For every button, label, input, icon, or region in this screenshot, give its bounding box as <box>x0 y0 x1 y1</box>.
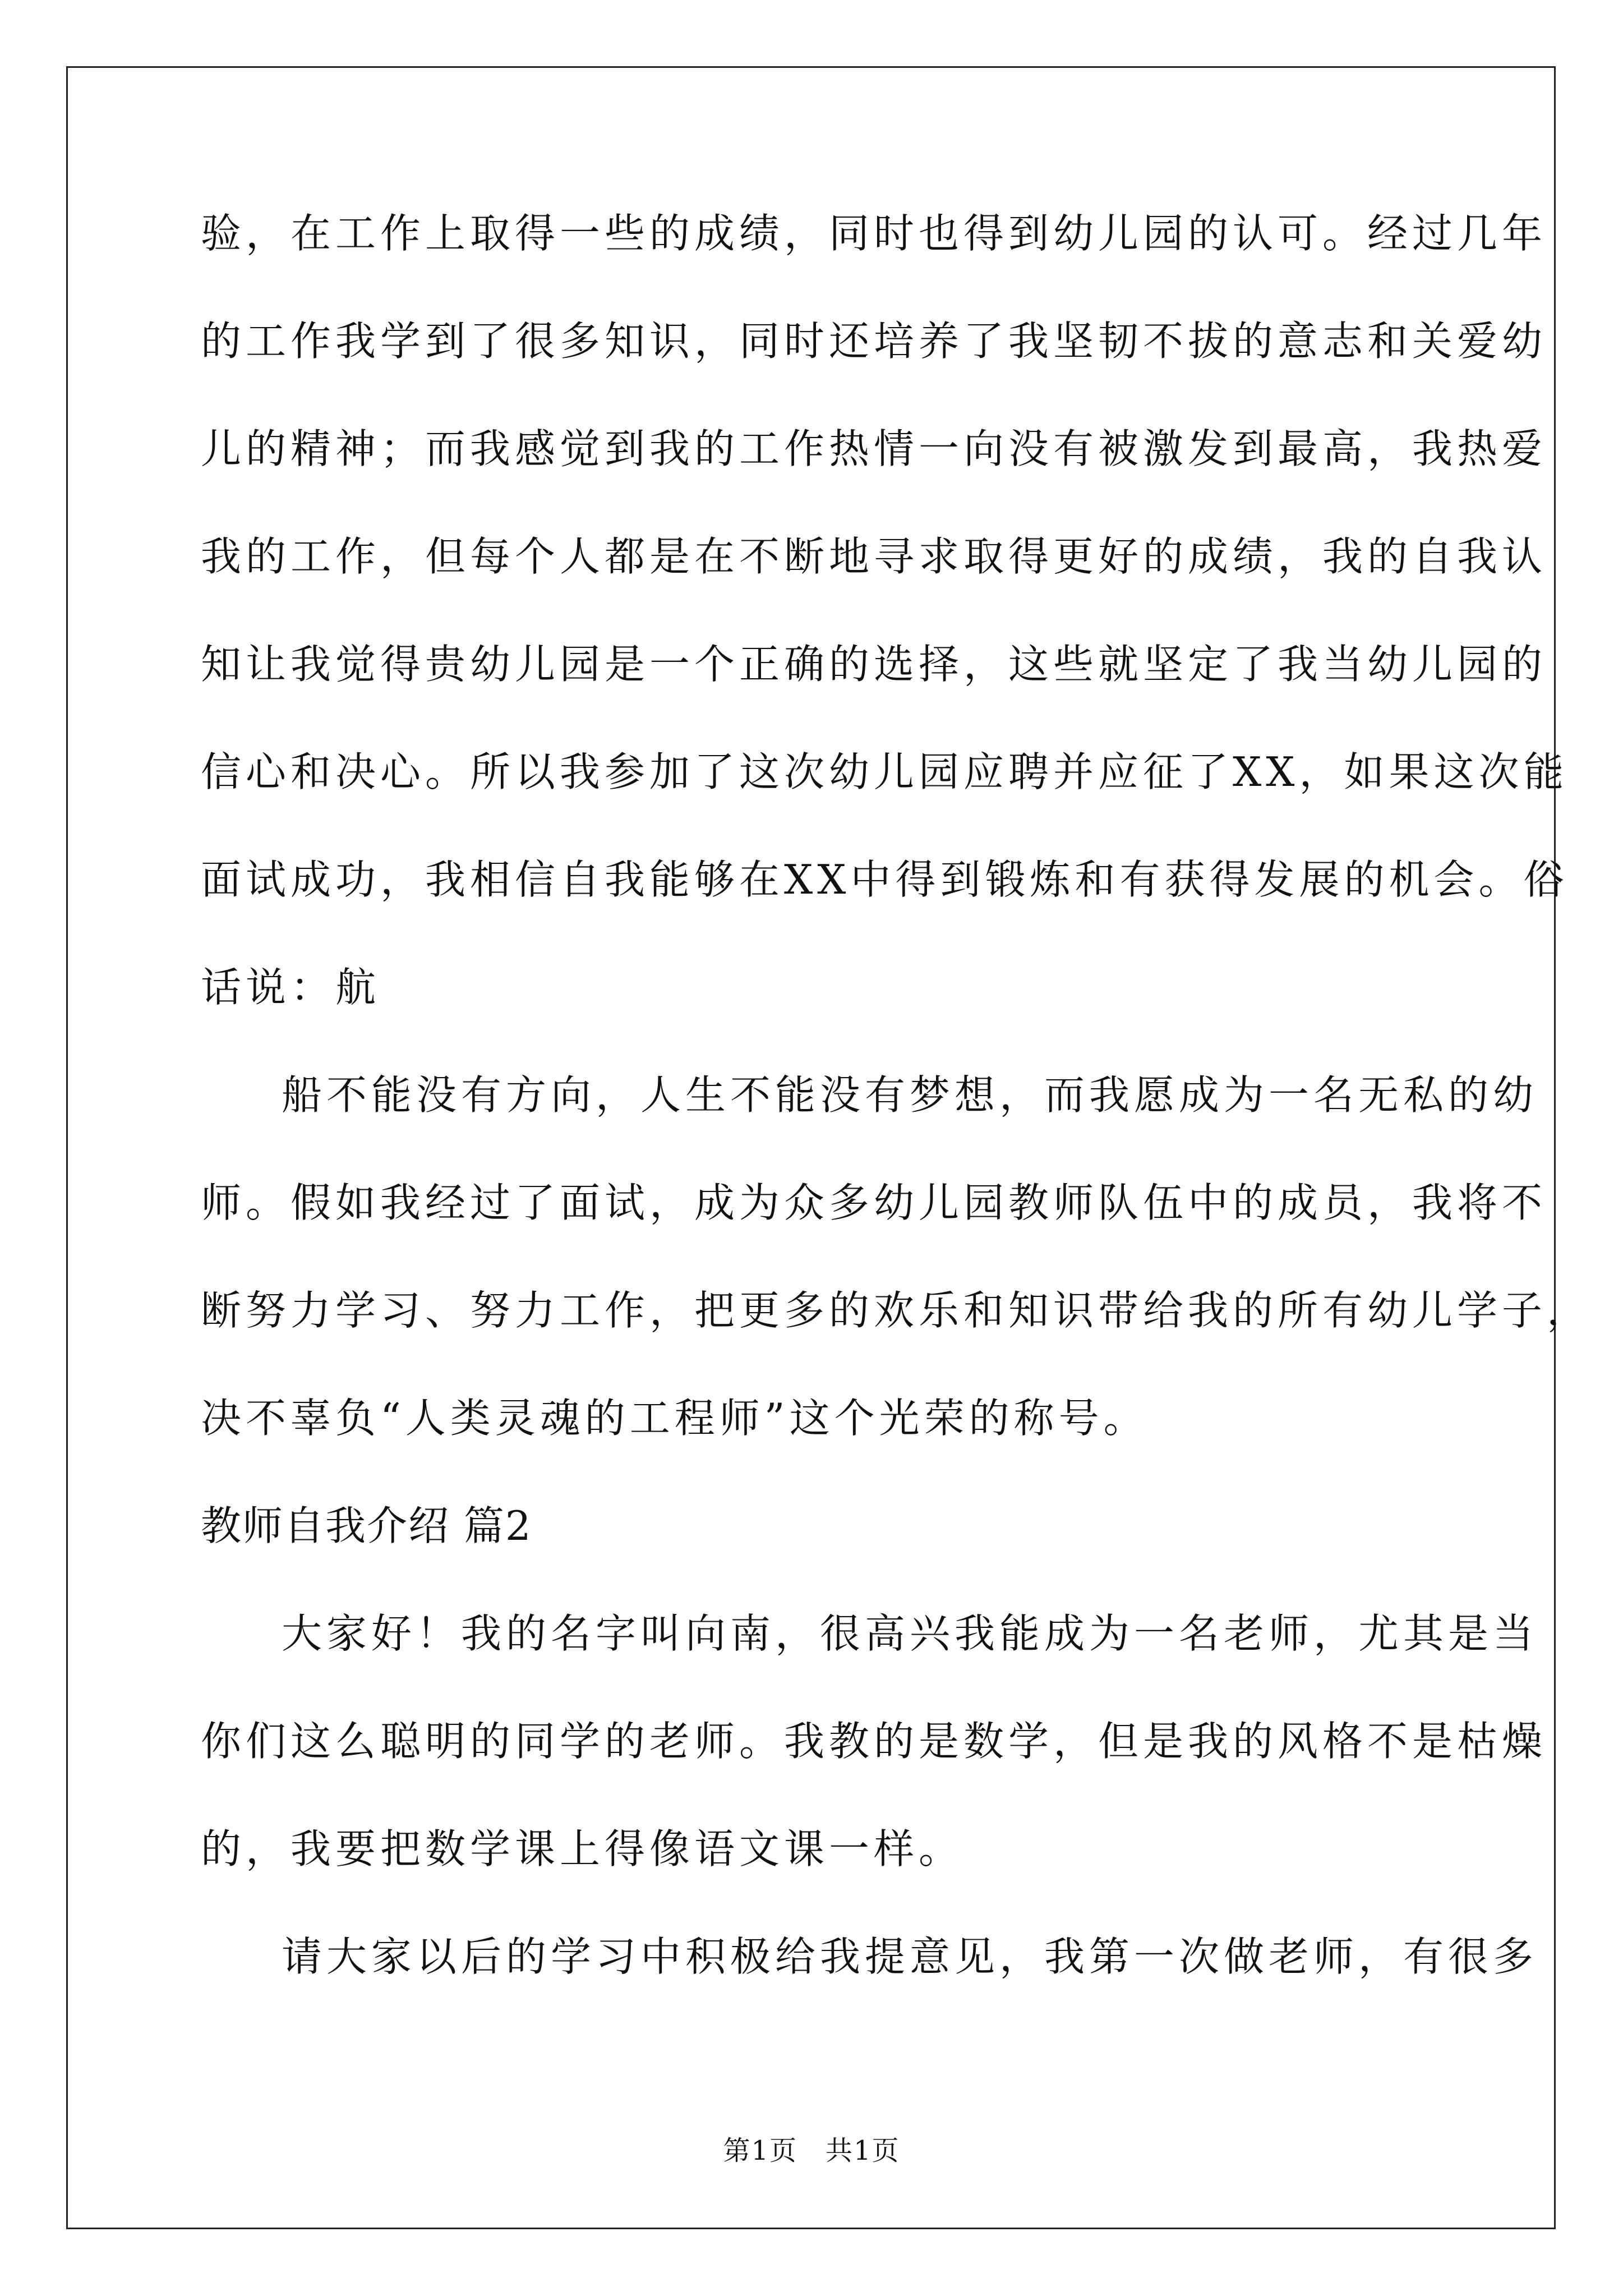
paragraph-first-line: 请大家以后的学习中积极给我提意见，我第一次做老师，有很多 <box>282 1933 1538 1980</box>
section-heading: 教师自我介绍 篇2 <box>201 1502 532 1549</box>
text-line: 断努力学习、努力工作，把更多的欢乐和知识带给我的所有幼儿学子， <box>201 1287 1592 1334</box>
text-line: 知让我觉得贵幼儿园是一个正确的选择，这些就坚定了我当幼儿园的 <box>201 641 1547 688</box>
text-line: 验，在工作上取得一些的成绩，同时也得到幼儿园的认可。经过几年 <box>201 210 1547 257</box>
document-body <box>201 210 1592 2044</box>
paragraph-first-line: 大家好！我的名字叫向南，很高兴我能成为一名老师，尤其是当 <box>282 1610 1538 1657</box>
page-footer: 第1页 共1页 <box>723 2135 900 2166</box>
paragraph-first-line: 船不能没有方向，人生不能没有梦想，而我愿成为一名无私的幼 <box>282 1071 1538 1119</box>
text-line: 的工作我学到了很多知识，同时还培养了我坚韧不拔的意志和关爱幼 <box>201 318 1547 365</box>
text-line: 决不辜负“人类灵魂的工程师”这个光荣的称号。 <box>201 1395 1149 1442</box>
text-line: 面试成功，我相信自我能够在XX中得到锻炼和有获得发展的机会。俗 <box>201 856 1569 903</box>
text-line: 师。假如我经过了面试，成为众多幼儿园教师队伍中的成员，我将不 <box>201 1179 1547 1226</box>
text-line: 你们这么聪明的同学的老师。我教的是数学，但是我的风格不是枯燥 <box>201 1718 1547 1765</box>
text-line: 的，我要把数学课上得像语文课一样。 <box>201 1825 964 1872</box>
text-line: 信心和决心。所以我参加了这次幼儿园应聘并应征了XX，如果这次能 <box>201 748 1569 795</box>
text-line: 儿的精神；而我感觉到我的工作热情一向没有被激发到最高，我热爱 <box>201 425 1547 472</box>
text-line: 我的工作，但每个人都是在不断地寻求取得更好的成绩，我的自我认 <box>201 533 1547 580</box>
text-line: 话说：航 <box>201 964 381 1011</box>
